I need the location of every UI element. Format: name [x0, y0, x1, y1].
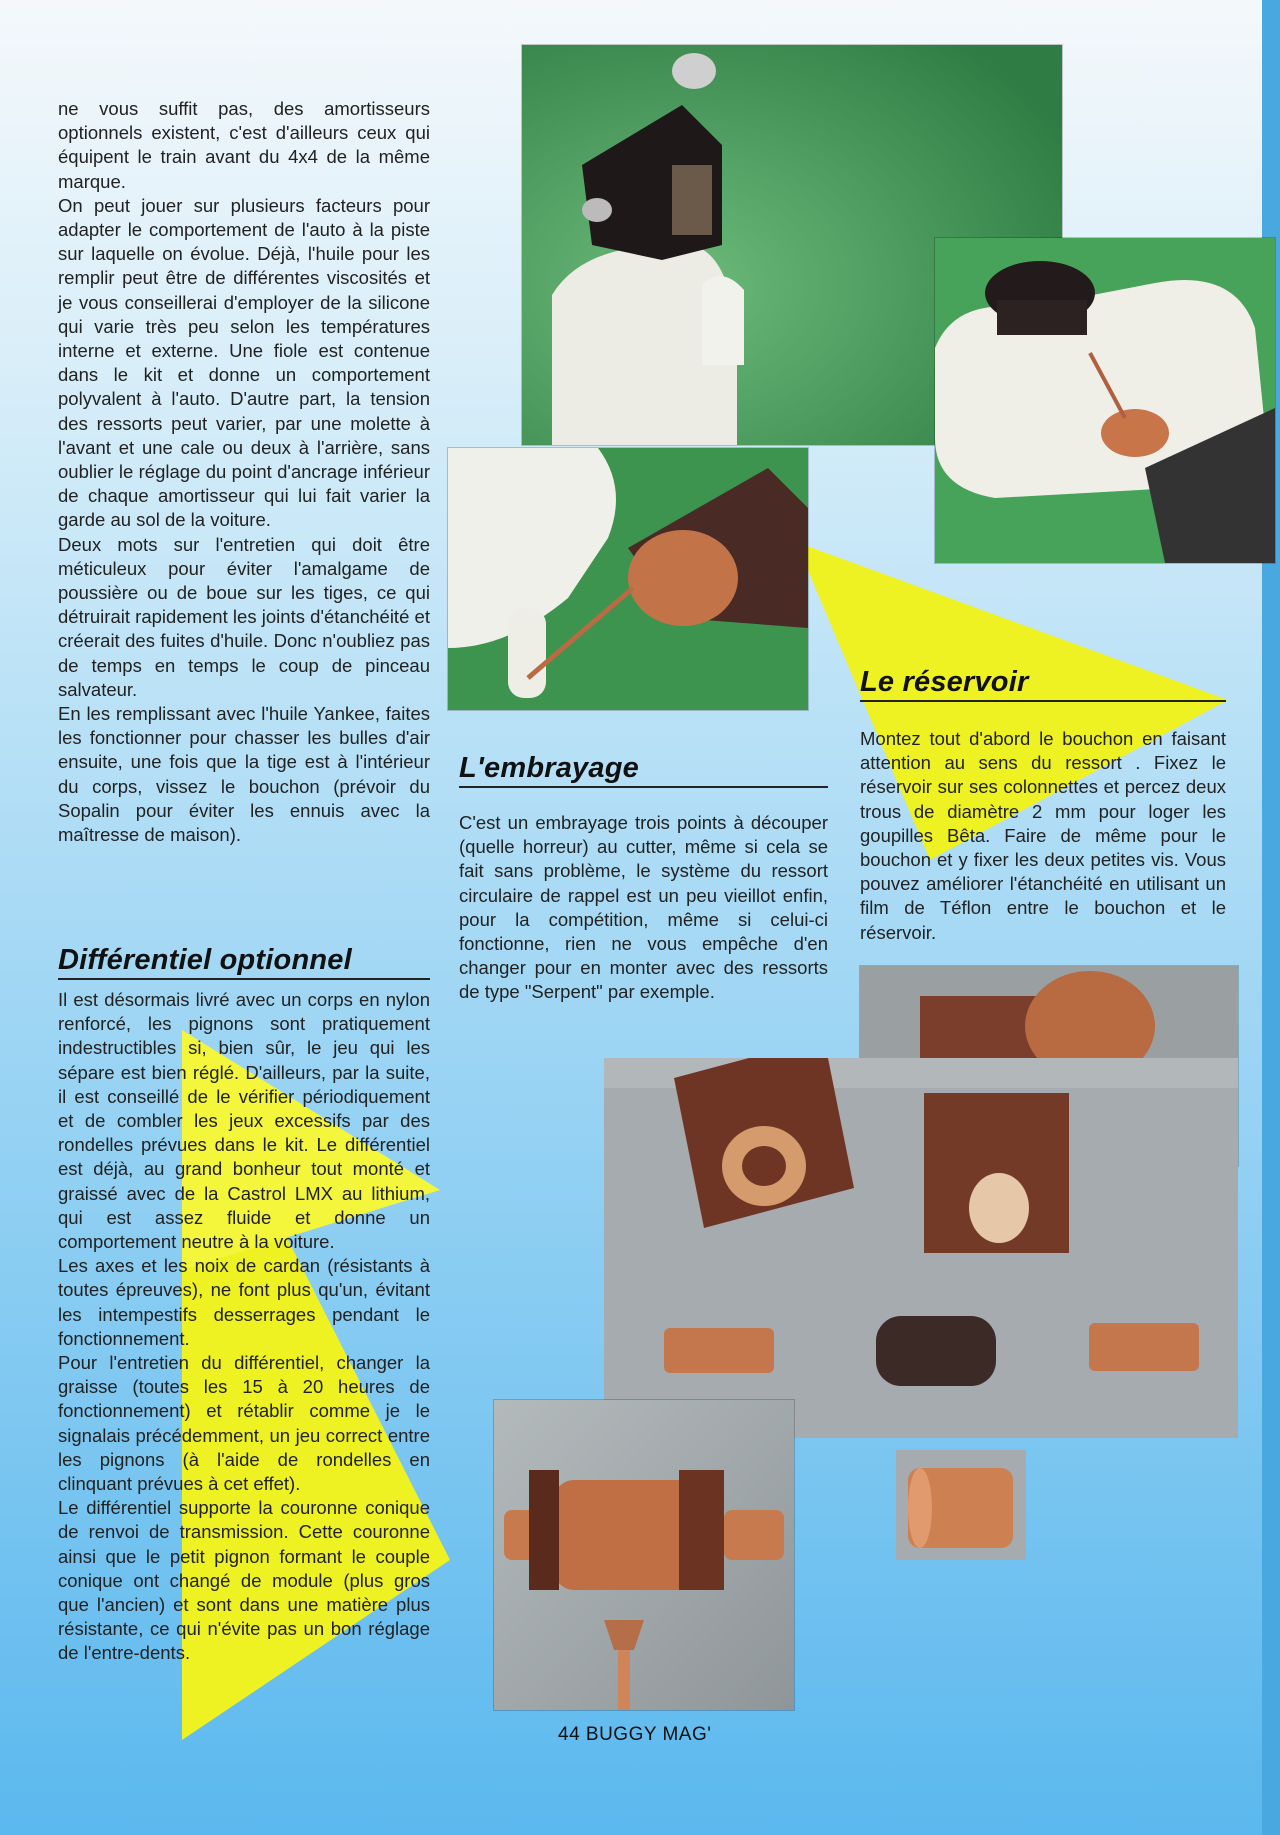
paragraph: Les axes et les noix de cardan (résistants à toutes épreuves), ne font plus qu'un, évitant les intempestifs desserrages pendant le fonctionnement.: [58, 1255, 430, 1349]
paragraph: Montez tout d'abord le bouchon en faisant attention au sens du ressort . Fixez le réservoir sur ses colonnettes et percez deux trous de diamètre 2 mm pour loger les goupilles Bêta. Faire de même pour le bouchon et y fixer les deux petites vis. Vous pouvez améliorer l'étanchéité en utilisant un film de Téflon entre le bouchon et le réservoir.: [860, 728, 1226, 943]
paragraph: Pour l'entretien du différentiel, changer la graisse (toutes les 15 à 20 heures de fonctionnement) et rétablir comme je le signalais précédemment, un jeu correct entre les pignons (à l'aide de rondelles en clinquant prévues à cet effet).: [58, 1352, 430, 1495]
paragraph: En les remplissant avec l'huile Yankee, faites les fonctionner pour chasser les bulles d'air ensuite, une fois que la tige est à l'intérieur du corps, vissez le bouchon (prévoir du Sopalin pour éviter les ennuis avec la maîtresse de maison).: [58, 703, 430, 846]
embrayage-text: [459, 811, 828, 1005]
paragraph: On peut jouer sur plusieurs facteurs pour adapter le comportement de l'auto à la piste sur laquelle on évolue. Déjà, l'huile pour les remplir peut être de différentes viscosités et je vous conseillerai d'employer de la silicone qui varie très peu selon les températures interne et externe. Une fiole est contenue dans le kit et donne un comportement polyvalent à l'auto. D'autre part, la tension des ressorts peut varier, par une molette à l'avant et une cale ou deux à l'arrière, sans oublier le réglage du point d'ancrage inférieur de chaque amortisseur qui lui fait varier la garde au sol de la voiture.: [58, 194, 430, 531]
differentiel-text: [58, 988, 430, 1666]
heading-embrayage: L'embrayage: [459, 752, 828, 788]
photo-differentiel-monte: [494, 1400, 794, 1710]
left-column-text: [58, 97, 430, 847]
photo-cloche-embrayage: [896, 1450, 1026, 1560]
reservoir-text: [860, 727, 1226, 945]
photo-reservoir-percage: [935, 238, 1275, 563]
paragraph: Deux mots sur l'entretien qui doit être méticuleux pour éviter l'amalgame de poussière ou de boue sur les tiges, ce qui détruirait rapidement les joints d'étanchéité et créerait des fuites d'huile. Donc n'oubliez pas de temps en temps le coup de pinceau salvateur.: [58, 533, 430, 700]
photo-percage-colonnette: [448, 448, 808, 710]
paragraph: Le différentiel supporte la couronne conique de renvoi de transmission. Cette couronne ainsi que le petit pignon formant le couple conique ont changé de module (plus gros que l'ancien) et sont dans une matière plus résistante, ce qui n'évite pas un bon réglage de l'entre-dents.: [58, 1497, 430, 1664]
heading-reservoir: Le réservoir: [860, 666, 1226, 702]
heading-differentiel: Différentiel optionnel: [58, 944, 430, 980]
photo-differentiel-demonte: [604, 1058, 1238, 1438]
paragraph: C'est un embrayage trois points à découper (quelle horreur) au cutter, même si cela se fait sans problème, le système du ressort circulaire de rappel est un peu vieillot enfin, pour la compétition, même si celui-ci fonctionne, rien ne vous empêche d'en changer pour en monter avec des ressorts de type "Serpent" par exemple.: [459, 812, 828, 1003]
paragraph: Il est désormais livré avec un corps en nylon renforcé, les pignons sont pratiquement indestructibles si, bien sûr, le jeu qui les sépare est bien réglé. D'ailleurs, par la suite, il est conseillé de le vérifier périodiquement et de combler les jeux excessifs par des rondelles prévues dans le kit. Le différentiel est déjà, au grand bonheur tout monté et graissé avec de la Castrol LMX au lithium, qui est assez fluide et donne un comportement neutre à la voiture.: [58, 989, 430, 1253]
page-folio: 44 BUGGY MAG': [558, 1724, 712, 1745]
paragraph: ne vous suffit pas, des amortisseurs optionnels existent, c'est d'ailleurs ceux qui équipent le train avant du 4x4 de la même marque.: [58, 98, 430, 192]
